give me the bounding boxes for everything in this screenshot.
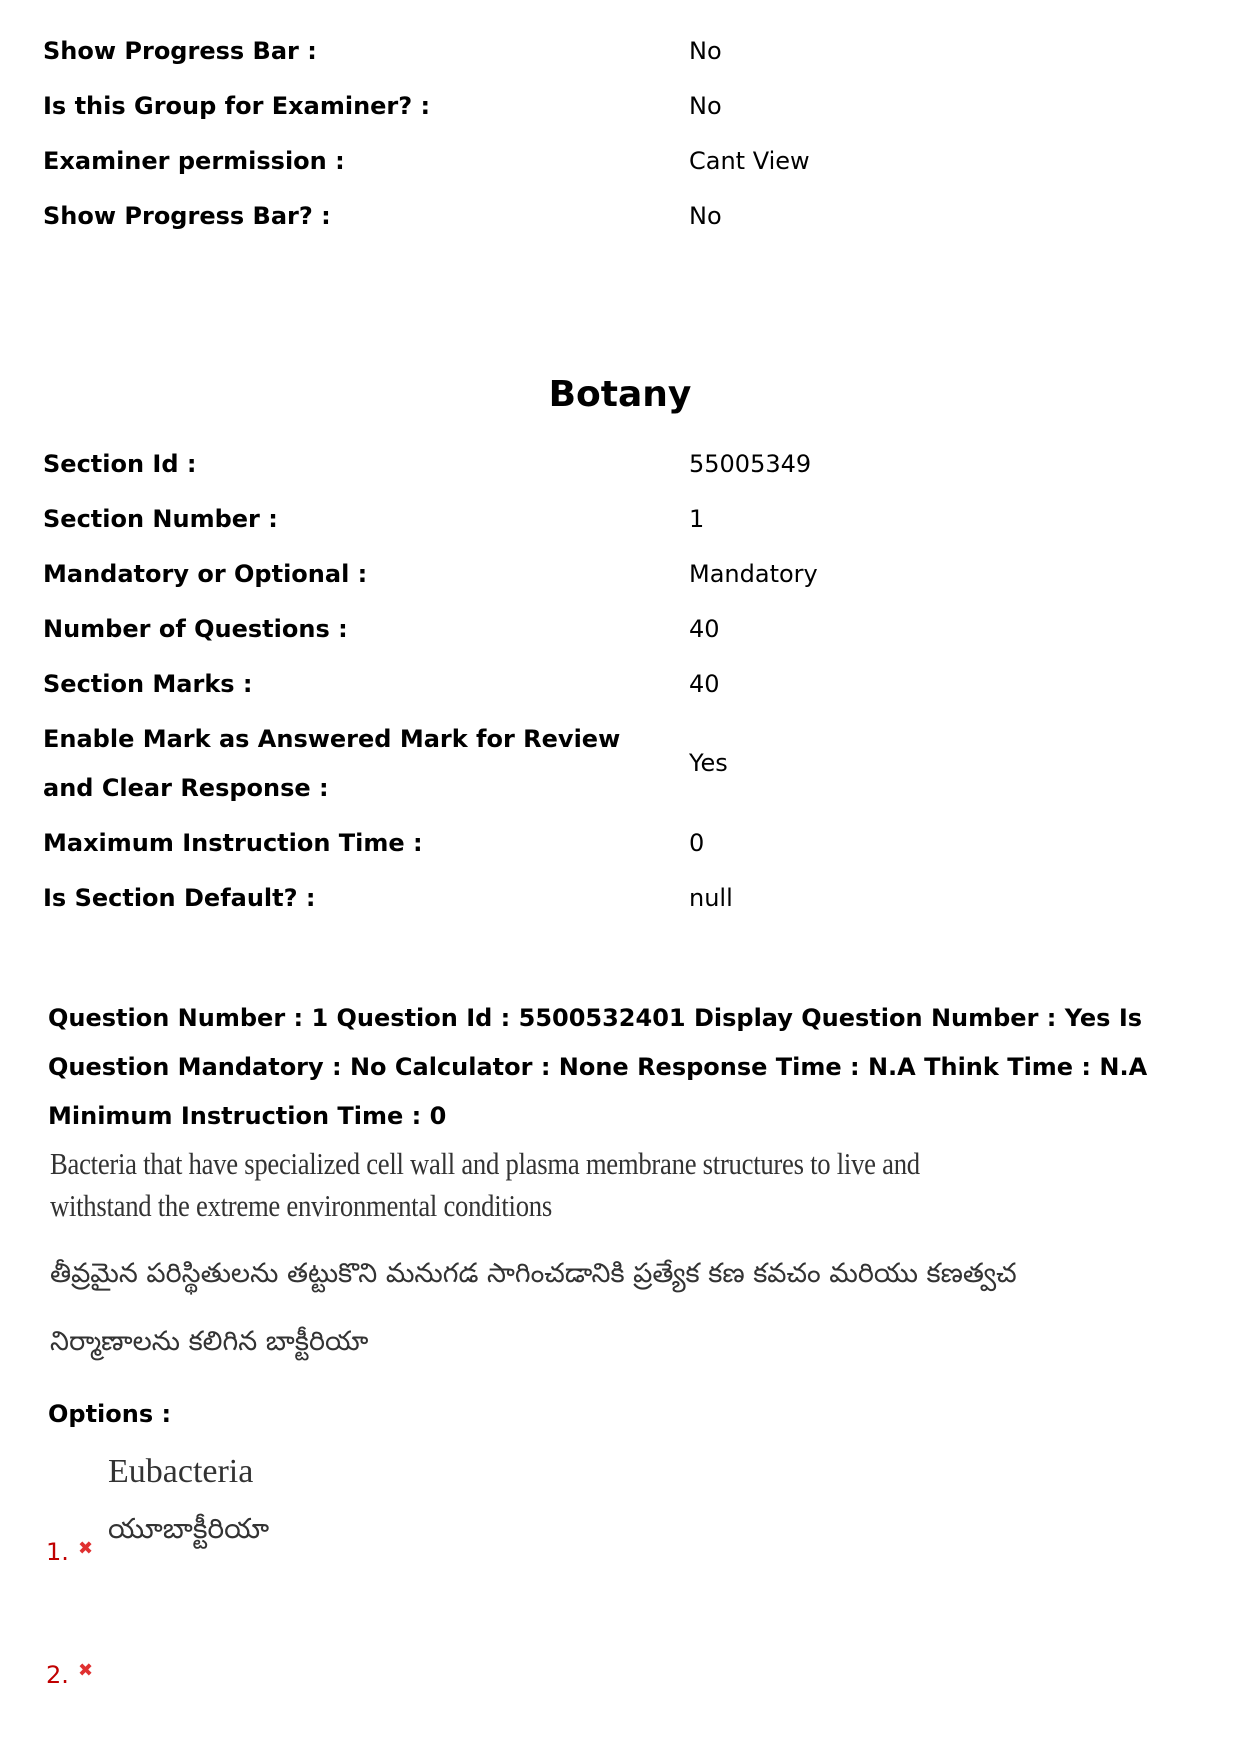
field-value: 55005349: [689, 450, 812, 478]
field-label: Number of Questions :: [43, 615, 348, 643]
section-title: Botany: [548, 374, 692, 415]
field-label: Is this Group for Examiner? :: [43, 92, 431, 120]
option-number: 1.: [46, 1538, 69, 1566]
wrong-mark-icon: ✖: [78, 1660, 94, 1681]
option-text-english: Eubacteria: [108, 1453, 254, 1490]
option-number: 2.: [46, 1661, 69, 1689]
field-label: Enable Mark as Answered Mark for Review and Clear Response :: [43, 725, 621, 802]
question-text-english: Bacteria that have specialized cell wall and plasma membrane structures to live and: [50, 1146, 920, 1181]
field-label: Section Id :: [43, 450, 197, 478]
field-label: Show Progress Bar? :: [43, 202, 331, 230]
field-value: 1: [689, 505, 705, 533]
question-metadata: Question Number : 1 Question Id : 5500532401 Display Question Number : Yes Is Question Mandatory : No Calculator : None Response Time : N.A Think Time : N.A Minimum Instruction Time : 0: [48, 1004, 1148, 1130]
question-text-telugu: తీవ్రమైన పరిస్థితులను తట్టుకొని మనుగడ సాగించడానికి ప్రత్యేక కణ కవచం మరియు కణత్వచ: [50, 1258, 1017, 1289]
field-label: Section Number :: [43, 505, 278, 533]
field-value: No: [689, 92, 722, 120]
field-label: Is Section Default? :: [43, 884, 316, 912]
field-label: Maximum Instruction Time :: [43, 829, 423, 857]
field-value: 40: [689, 615, 720, 643]
field-label: Examiner permission :: [43, 147, 345, 175]
question-text-telugu: నిర్మాణాలను కలిగిన బాక్టీరియా: [50, 1326, 369, 1357]
options-label: Options :: [48, 1400, 172, 1428]
field-value: 0: [689, 829, 705, 857]
option-text-telugu: యూబాక్టీరియా: [108, 1512, 270, 1545]
field-label: Section Marks :: [43, 670, 253, 698]
question-text-english: withstand the extreme environmental conditions: [50, 1188, 552, 1223]
field-value: No: [689, 202, 722, 230]
field-value: 40: [689, 670, 720, 698]
field-value: Yes: [689, 749, 728, 777]
field-value: Cant View: [689, 147, 810, 175]
field-label: Show Progress Bar :: [43, 37, 317, 65]
section-field-row: [43, 715, 1193, 813]
field-label: Mandatory or Optional :: [43, 560, 368, 588]
field-value: null: [689, 884, 733, 912]
wrong-mark-icon: ✖: [78, 1538, 94, 1559]
field-value: Mandatory: [689, 560, 818, 588]
field-value: No: [689, 37, 722, 65]
